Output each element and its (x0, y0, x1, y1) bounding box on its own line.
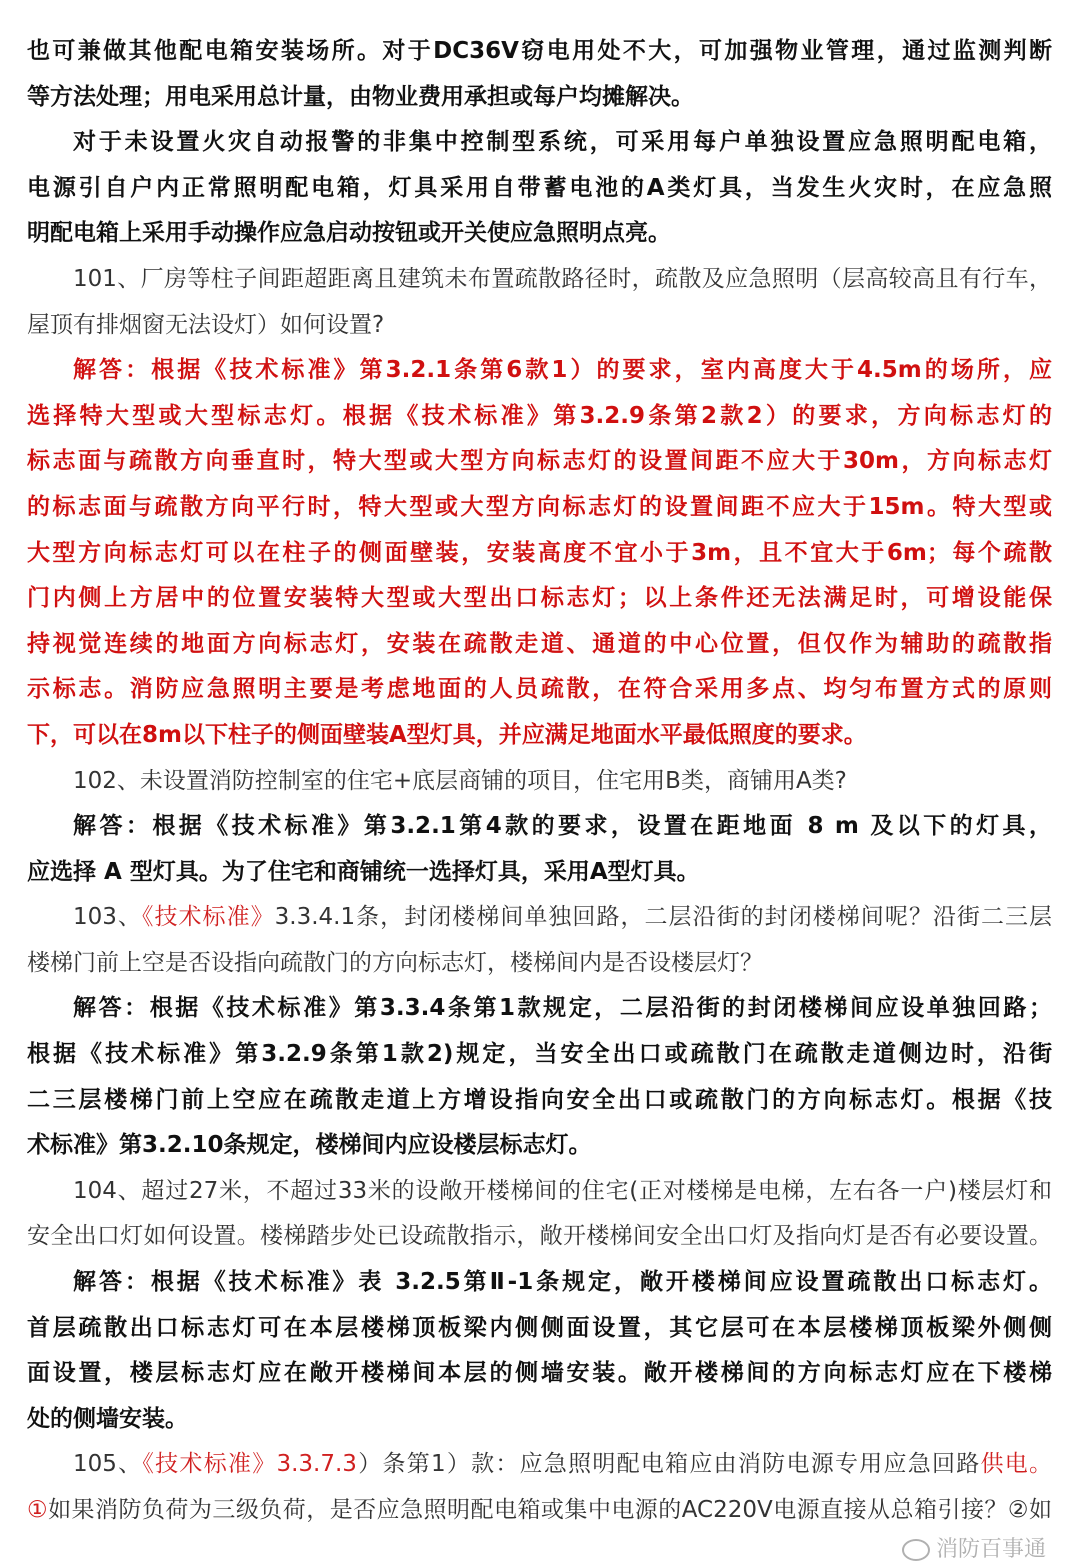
watermark-text: 消防百事通 (935, 1537, 1046, 1562)
text-line (27, 75, 1052, 121)
text-line (27, 1306, 1052, 1352)
text-line (27, 303, 1052, 349)
text-segment: 的标志面与疏散方向平行时，特大型或大型方向标志灯的设置间距不应大于15m。特大型或 (27, 493, 1052, 520)
text-segment: 3.3.4.1条，封闭楼梯间单独回路，二层沿街的封闭楼梯间呢？沿街二三层 (274, 904, 1053, 931)
text-segment: 应选择 A 型灯具。为了住宅和商铺统一选择灯具，采用A型灯具。 (27, 858, 700, 885)
text-line (27, 804, 1052, 850)
text-segment: ）条第1）款：应急照明配电箱应由消防电源专用应急回路 (356, 1451, 981, 1478)
text-line (27, 394, 1052, 440)
text-segment: 持视觉连续的地面方向标志灯，安装在疏散走道、通道的中心位置，但仅作为辅助的疏散指 (27, 630, 1052, 657)
document-body (27, 29, 1052, 1534)
text-segment: 如果消防负荷为三级负荷，是否应急照明配电箱或集中电源的AC220V电源直接从总箱引接？②如 (48, 1497, 1052, 1523)
text-segment: 解答：根据《技术标准》第3.2.1第4款的要求，设置在距地面 8 m 及以下的灯具， (73, 813, 1052, 840)
text-line (27, 29, 1052, 75)
text-segment: 102、未设置消防控制室的住宅+底层商铺的项目，住宅用B类，商铺用A类? (73, 767, 847, 794)
wechat-icon (902, 1539, 930, 1561)
text-line (27, 485, 1052, 531)
text-line (27, 1442, 1052, 1488)
text-segment: 对于未设置火灾自动报警的非集中控制型系统，可采用每户单独设置应急照明配电箱， (73, 129, 1052, 156)
text-segment: 屋顶有排烟窗无法设灯）如何设置? (27, 311, 385, 338)
text-line (27, 1397, 1052, 1443)
text-line (27, 1123, 1052, 1169)
text-line (27, 941, 1052, 987)
text-line (27, 1214, 1052, 1260)
text-segment: 根据《技术标准》第3.2.9条第1款2)规定，当安全出口或疏散门在疏散走道侧边时，沿街 (27, 1041, 1052, 1068)
text-line (27, 120, 1052, 166)
text-segment: 101、厂房等柱子间距超距离且建筑未布置疏散路径时，疏散及应急照明（层高较高且有行车， (73, 265, 1052, 292)
text-line (27, 759, 1052, 805)
text-segment: 电源引自户内正常照明配电箱，灯具采用自带蓄电池的A类灯具，当发生火灾时，在应急照 (27, 174, 1052, 201)
text-line (27, 1260, 1052, 1306)
text-line (27, 1032, 1052, 1078)
text-segment: 105、 (73, 1451, 143, 1478)
text-segment: 下，可以在8m以下柱子的侧面壁装A型灯具，并应满足地面水平最低照度的要求。 (27, 721, 867, 748)
text-line (27, 348, 1052, 394)
text-segment: 安全出口灯如何设置。楼梯踏步处已设疏散指示，敞开楼梯间安全出口灯及指向灯是否有必要设置。 (27, 1223, 1052, 1250)
text-segment: 也可兼做其他配电箱安装场所。对于DC36V窃电用处不大，可加强物业管理，通过监测判断 (27, 38, 1052, 64)
text-line (27, 1169, 1052, 1215)
text-segment: 大型方向标志灯可以在柱子的侧面壁装，安装高度不宜小于3m，且不宜大于6m；每个疏散 (27, 539, 1052, 566)
text-segment: 103、 (73, 904, 142, 931)
text-line (27, 576, 1052, 622)
text-segment: 等方法处理；用电采用总计量，由物业费用承担或每户均摊解决。 (27, 83, 694, 110)
text-segment: 示标志。消防应急照明主要是考虑地面的人员疏散，在符合采用多点、均匀布置方式的原则 (27, 676, 1052, 703)
highlighted-text: ① (27, 1497, 49, 1523)
text-segment: 门内侧上方居中的位置安装特大型或大型出口标志灯；以上条件还无法满足时，可增设能保 (27, 585, 1052, 612)
text-line (27, 850, 1052, 896)
text-line (27, 713, 1052, 759)
text-segment: 术标准》第3.2.10条规定，楼梯间内应设楼层标志灯。 (27, 1132, 592, 1159)
watermark (902, 1537, 1046, 1563)
highlighted-text: 《技术标准》 (141, 904, 275, 931)
text-segment: 标志面与疏散方向垂直时，特大型或大型方向标志灯的设置间距不应大于30m，方向标志灯 (27, 448, 1052, 475)
text-segment: 首层疏散出口标志灯可在本层楼梯顶板梁内侧侧面设置，其它层可在本层楼梯顶板梁外侧侧 (27, 1314, 1052, 1341)
text-line (27, 986, 1052, 1032)
text-line (27, 895, 1052, 941)
text-segment: 解答：根据《技术标准》第3.3.4条第1款规定，二层沿街的封闭楼梯间应设单独回路； (73, 995, 1052, 1022)
text-line (27, 166, 1052, 212)
highlighted-text: 《技术标准》3.3.7.3 (142, 1451, 357, 1478)
text-line (27, 1488, 1052, 1534)
text-segment: 处的侧墙安装。 (27, 1405, 188, 1432)
text-line (27, 211, 1052, 257)
text-line (27, 1078, 1052, 1124)
text-segment: 解答：根据《技术标准》表 3.2.5第Ⅱ-1条规定，敞开楼梯间应设置疏散出口标志灯。 (73, 1269, 1052, 1296)
text-line (27, 257, 1052, 303)
text-line (27, 531, 1052, 577)
text-segment: 楼梯门前上空是否设指向疏散门的方向标志灯，楼梯间内是否设楼层灯？ (27, 949, 763, 976)
highlighted-text: 供电。 (980, 1451, 1053, 1478)
text-line (27, 1351, 1052, 1397)
text-segment: 明配电箱上采用手动操作应急启动按钮或开关使应急照明点亮。 (27, 220, 671, 247)
text-segment: 解答：根据《技术标准》第3.2.1条第6款1）的要求，室内高度大于4.5m的场所，应 (73, 357, 1052, 384)
text-segment: 选择特大型或大型标志灯。根据《技术标准》第3.2.9条第2款2）的要求，方向标志灯的 (27, 402, 1052, 429)
text-line (27, 622, 1052, 668)
text-line (27, 439, 1052, 485)
text-segment: 二三层楼梯门前上空应在疏散走道上方增设指向安全出口或疏散门的方向标志灯。根据《技 (27, 1086, 1052, 1113)
text-segment: 104、超过27米，不超过33米的设敞开楼梯间的住宅(正对楼梯是电梯，左右各一户)楼层灯和 (73, 1177, 1052, 1204)
text-segment: 面设置，楼层标志灯应在敞开楼梯间本层的侧墙安装。敞开楼梯间的方向标志灯应在下楼梯 (27, 1360, 1052, 1387)
text-line (27, 667, 1052, 713)
